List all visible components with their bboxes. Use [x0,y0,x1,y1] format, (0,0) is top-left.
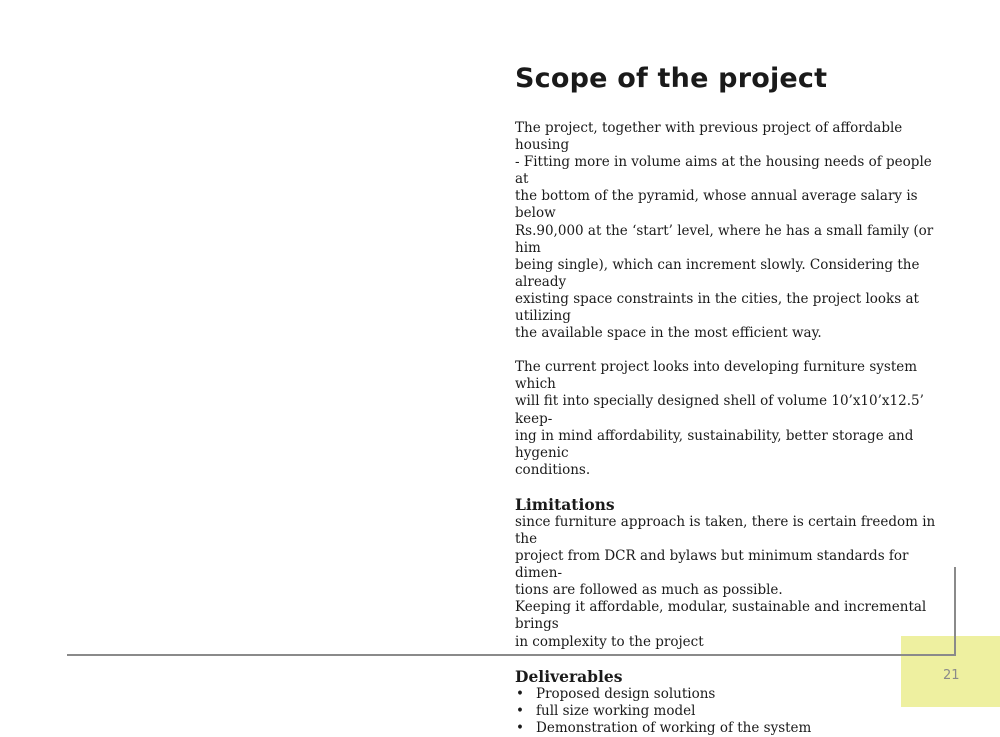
paragraph-spacer [515,479,940,496]
deliverable-text: full size working model [536,702,696,719]
current-project-paragraph: The current project looks into developing furniture system which will fit into specially designed shell of volume 10’x10’x12.5’ keep- ing in mind affordability, sustainability, better storage and hygenic conditions. [515,359,924,478]
bullet-icon: • [516,719,524,736]
deliverable-item [515,720,940,737]
page-title: Scope of the project [515,63,828,94]
bullet-icon: • [516,702,524,719]
intro-paragraph: The project, together with previous project of affordable housing - Fitting more in volume aims at the housing needs of people at the bottom of the pyramid, whose annual average salary is below Rs.90,000 at the ‘start’ level, where he has a small family (or him being single), which can increment slowly. Considering the already existing space constraints in the cities, the project looks at utilizing the available space in the most efficient way. [515,120,934,342]
deliverables-heading: Deliverables [515,666,623,686]
deliverables-list [515,686,940,737]
deliverable-item [515,686,940,703]
footer-rule-vertical [954,567,956,656]
footer-rule-horizontal [67,654,956,656]
bullet-icon: • [516,685,524,702]
page-content [515,60,940,737]
page-number: 21 [943,668,960,683]
deliverable-text: Proposed design solutions [536,685,716,702]
deliverable-item [515,703,940,720]
paragraph-spacer [515,342,940,359]
limitations-heading: Limitations [515,494,615,514]
limitations-text: since furniture approach is taken, there is certain freedom in the project from DCR and bylaws but minimum standards for dimen- tions are followed as much as possible. Keeping it affordable, modular, sustainable and incremental brings in complexity to the project [515,513,936,650]
deliverable-text: Demonstration of working of the system [536,719,812,736]
